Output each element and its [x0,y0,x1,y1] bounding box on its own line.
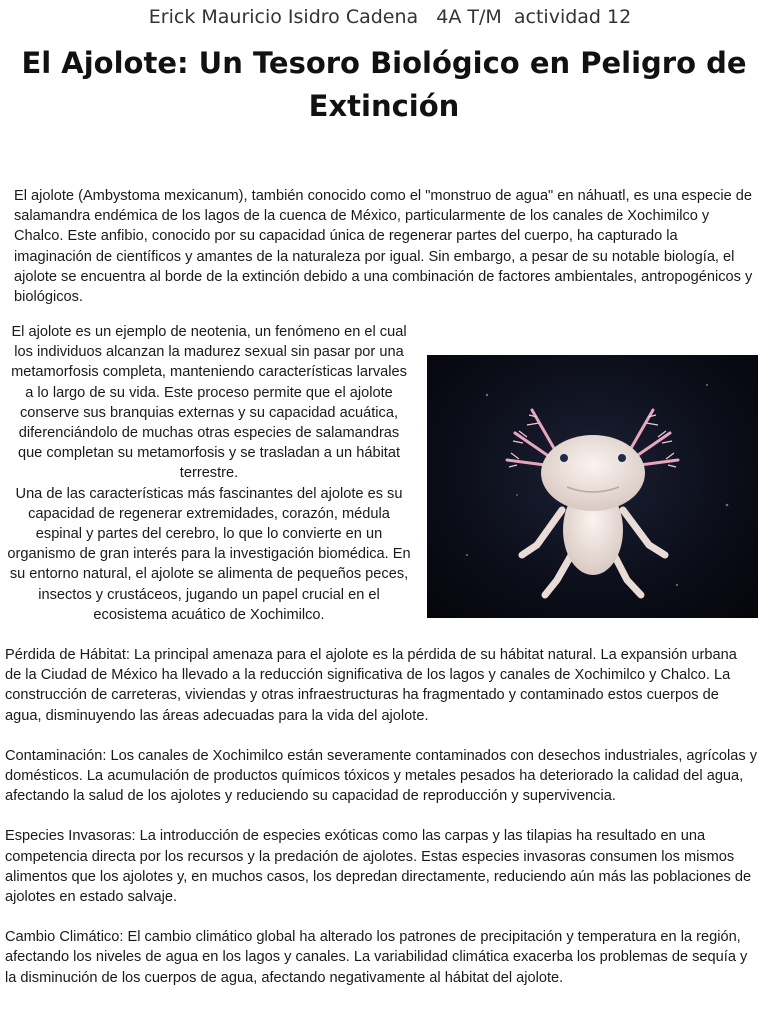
author-line: Erick Mauricio Isidro Cadena 4A T/M actividad 12 [148,6,632,28]
threats-section [5,645,757,1008]
axolotl-photo [427,355,758,618]
regeneration-paragraph: Una de las características más fascinantes del ajolote es su capacidad de regenerar extremidades, corazón, médula espinal y partes del cerebro, lo que lo convierte en un organismo de gran interés para la investigación biomédica. En su entorno natural, el ajolote se alimenta de pequeños peces, insectos y crustáceos, jugando un papel crucial en el ecosistema acuático de Xochimilco. [7,485,411,623]
document-title: El Ajolote: Un Tesoro Biológico en Peligro de Extinción [21,46,747,123]
threat-paragraph-climate-change: Cambio Climático: El cambio climático global ha alterado los patrones de precipitación y temperatura en la región, afectando los niveles de agua en los lagos y canales. La variabilidad climática exacerba los problemas de sequía y la disminución de los cuerpos de agua, afectando negativamente al hábitat del ajolote. [5,929,748,986]
threat-paragraph-habitat: Pérdida de Hábitat: La principal amenaza para el ajolote es la pérdida de su hábitat natural. La expansión urbana de la Ciudad de México ha llevado a la reducción significativa de los lagos y canales de Xochimilco y Chalco. La construcción de carreteras, viviendas y otras infraestructuras ha fragmentado y contaminado estos cuerpos de agua, disminuyendo las áreas adecuadas para la vida del ajolote. [5,647,737,724]
threat-paragraph-contamination: Contaminación: Los canales de Xochimilco están severamente contaminados con desechos industriales, agrícolas y domésticos. La acumulación de productos químicos tóxicos y metales pesados ha deteriorado la calidad del agua, afectando la salud de los ajolotes y reduciendo su capacidad de reproducción y supervivencia. [5,747,757,805]
threat-paragraph-invasive-species: Especies Invasoras: La introducción de especies exóticas como las carpas y las tilapias ha resultado en una competencia directa por los recursos y la predación de ajolotes. Estas especies invasoras consumen los mismos alimentos que los ajolotes y, en muchos casos, los depredan directamente, reduciendo aún más las poblaciones de ajolotes en estado salvaje. [5,828,752,906]
neoteny-paragraph: El ajolote es un ejemplo de neotenia, un fenómeno en el cual los individuos alcanzan la madurez sexual sin pasar por una metamorfosis completa, manteniendo características larvales a lo largo de su vida. Este proceso permite que el ajolote conserve sus branquias externas y su capacidad acuática, diferenciándolo de muchas otras especies de salamandras que completan su metamorfosis y se trasladan a un hábitat terrestre. [11,324,407,482]
neoteny-section [6,322,412,625]
intro-paragraph: El ajolote (Ambystoma mexicanum), también conocido como el "monstruo de agua" en náhuatl, es una especie de salamandra endémica de los lagos de la cuenca de México, particularmente de los canales de Xochimilco y Chalco. Este anfibio, conocido por su capacidad única de regenerar partes del cuerpo, ha capturado la imaginación de científicos y amantes de la naturaleza por igual. Sin embargo, a pesar de su notable biología, el ajolote se encuentra al borde de la extinción debido a una combinación de factores ambientales, antropogénicos y biológicos. [14,188,753,306]
